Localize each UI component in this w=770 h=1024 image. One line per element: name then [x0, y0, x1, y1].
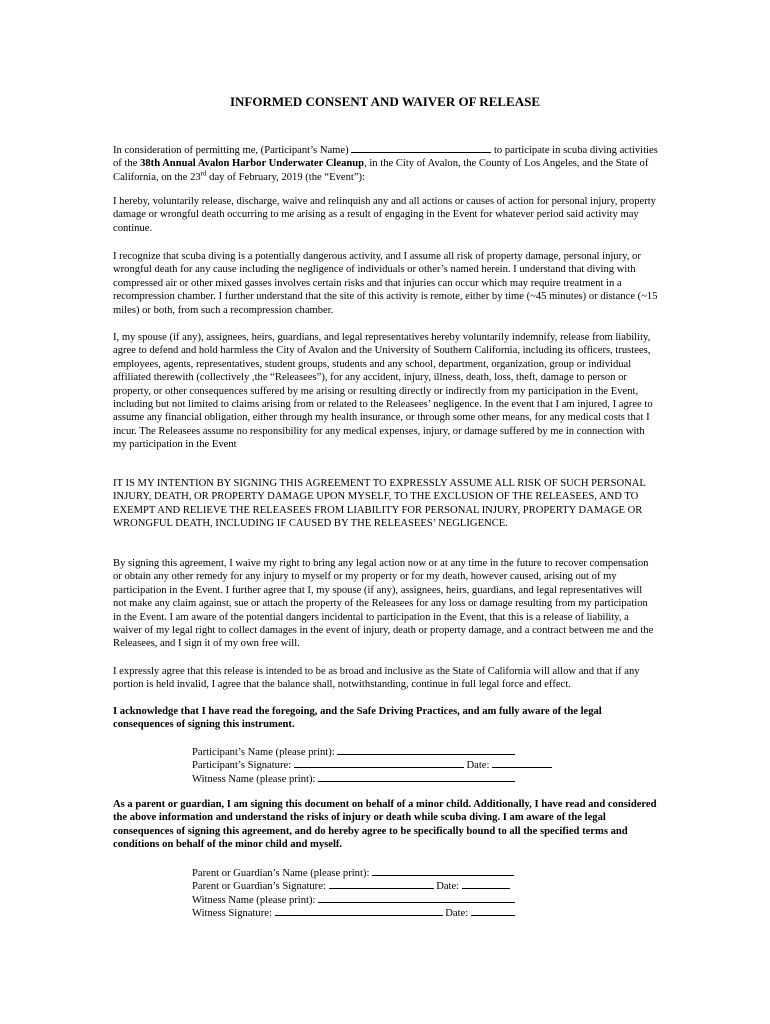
- participant-witness-label: Witness Name (please print):: [192, 773, 316, 785]
- participant-name-field[interactable]: [337, 745, 515, 755]
- participant-date-label: Date:: [466, 760, 490, 772]
- guardian-signature-label: Parent or Guardian’s Signature:: [192, 881, 326, 893]
- indemnify-paragraph: I, my spouse (if any), assignees, heirs, guardians, and legal representatives hereby voluntarily indemnify, release from liability, agree to defend and hold harmless the City of Avalon and the University of Southern California, including its officers, trustees, employees, agents, representatives, student groups, students and any school, department, organization, group or individual affiliated therewith (collectively ,the “Releasees”), for any accident, injury, illness, death, loss, theft, damage to person or property, or other consequences suffered by me arising or resulting directly or indirectly from my participation in the Event, including but not limited to claims arising from or related to the Releasees’ negligence. In the event that I am injured, I agree to assume any financial obligation, either through my health insurance, or through some other means, for any medical costs that I incur. The Releasees assume no responsibility for any medical expenses, injury, or damage suffered by me in connection with my participation in the Event: [113, 332, 653, 451]
- participant-witness-row: [192, 772, 552, 785]
- guardian-name-field[interactable]: [372, 866, 514, 876]
- p1-text-c: , in the City of Avalon, the County of Los Angeles, and the State of California, on the 23: [113, 158, 649, 183]
- release-paragraph: I hereby, voluntarily release, discharge, waive and relinquish any and all actions or causes of action for personal injury, property damage or wrongful death occurring to me arising as a result of engaging in the Event for whatever period said activity may continue.: [113, 196, 656, 234]
- p1-text-d: day of February, 2019 (the “Event”):: [206, 171, 365, 183]
- p1-text-a: In consideration of permitting me, (Participant’s Name): [113, 145, 352, 156]
- guardian-witness-signature-field[interactable]: [275, 906, 443, 916]
- guardian-witness-date-label: Date:: [445, 908, 469, 920]
- guardian-signature-block: [192, 866, 515, 920]
- date-suffix: rd: [200, 169, 207, 178]
- participant-signature-label: Participant’s Signature:: [192, 760, 292, 772]
- participant-date-field[interactable]: [492, 758, 552, 768]
- participant-name-blank[interactable]: [351, 143, 491, 153]
- guardian-witness-date-field[interactable]: [471, 906, 515, 916]
- intention-paragraph: IT IS MY INTENTION BY SIGNING THIS AGREEMENT TO EXPRESSLY ASSUME ALL RISK OF SUCH PERSONAL INJURY, DEATH, OR PROPERTY DAMAGE UPON MYSELF, TO THE EXCLUSION OF THE RELEASEES, AND TO EXEMPT AND RELIEVE THE RELEASEES FROM LIABILITY FOR PERSONAL INJURY, PROPERTY DAMAGE OR WRONGFUL DEATH, INCLUDING IF CAUSED BY THE RELEASEES’ NEGLIGENCE.: [113, 478, 646, 530]
- participant-signature-block: [192, 745, 552, 785]
- guardian-name-row: [192, 866, 515, 879]
- document-title: INFORMED CONSENT AND WAIVER OF RELEASE: [229, 94, 540, 109]
- guardian-witness-signature-label: Witness Signature:: [192, 908, 272, 920]
- guardian-witness-name-row: [192, 893, 515, 906]
- waiver-paragraph: By signing this agreement, I waive my right to bring any legal action now or at any time in the future to recover compensation or obtain any other remedy for any injury to myself or my property or for my death, however caused, arising out of my participation in the Event. I further agree that I, my spouse (if any), assignees, heirs, guardians, and legal representatives will not make any claim against, sue or attach the property of the Releasees for any loss or damage resulting from my participation in the Event. I am aware of the potential dangers incidental to participation in the Event, that this is a release of liability, a waiver of my legal right to collect damages in the event of injury, death or property damage, and a contract between me and the Releasees, and I sign it of my own free will.: [113, 558, 654, 650]
- participant-signature-field[interactable]: [294, 758, 464, 768]
- guardian-signature-row: [192, 879, 515, 892]
- guardian-witness-name-field[interactable]: [318, 893, 515, 903]
- p1-text-b: to participate in scuba diving activities of the: [113, 145, 658, 170]
- guardian-signature-field[interactable]: [329, 879, 434, 889]
- acknowledgement-paragraph: I acknowledge that I have read the foregoing, and the Safe Driving Practices, and am fully aware of the legal consequences of signing this instrument.: [113, 706, 602, 731]
- participant-witness-field[interactable]: [318, 772, 515, 782]
- guardian-paragraph: As a parent or guardian, I am signing this document on behalf of a minor child. Additionally, I have read and considered the above information and understand the risks of injury or death while scuba diving. I am aware of the legal consequences of signing this agreement, and do hereby agree to be specifically bound to all the specified terms and conditions on behalf of the minor child and myself.: [113, 799, 657, 851]
- broad-release-paragraph: I expressly agree that this release is intended to be as broad and inclusive as the State of California will allow and that if any portion is held invalid, I agree that the balance shall, notwithstanding, continue in full legal force and effect.: [113, 666, 640, 691]
- participant-name-label: Participant’s Name (please print):: [192, 747, 335, 758]
- participant-name-row: [192, 745, 552, 758]
- guardian-witness-signature-row: [192, 906, 515, 919]
- guardian-witness-name-label: Witness Name (please print):: [192, 894, 316, 906]
- consideration-paragraph: [113, 143, 658, 184]
- event-name: 38th Annual Avalon Harbor Underwater Cleanup: [140, 158, 365, 170]
- risk-paragraph: I recognize that scuba diving is a potentially dangerous activity, and I assume all risk of property damage, personal injury, or wrongful death for any cause including the negligence of individuals or other’s named herein. I understand that diving with compressed air or other mixed gasses involves certain risks and that injuries can occur which may require treatment in a recompression chamber. I further understand that the site of this activity is remote, either by time (~45 minutes) or distance (~15 miles) or both, from such a recompression chamber.: [113, 251, 658, 316]
- guardian-name-label: Parent or Guardian’s Name (please print):: [192, 868, 370, 879]
- guardian-date-label: Date:: [436, 881, 460, 893]
- guardian-date-field[interactable]: [462, 879, 510, 889]
- participant-signature-row: [192, 758, 552, 771]
